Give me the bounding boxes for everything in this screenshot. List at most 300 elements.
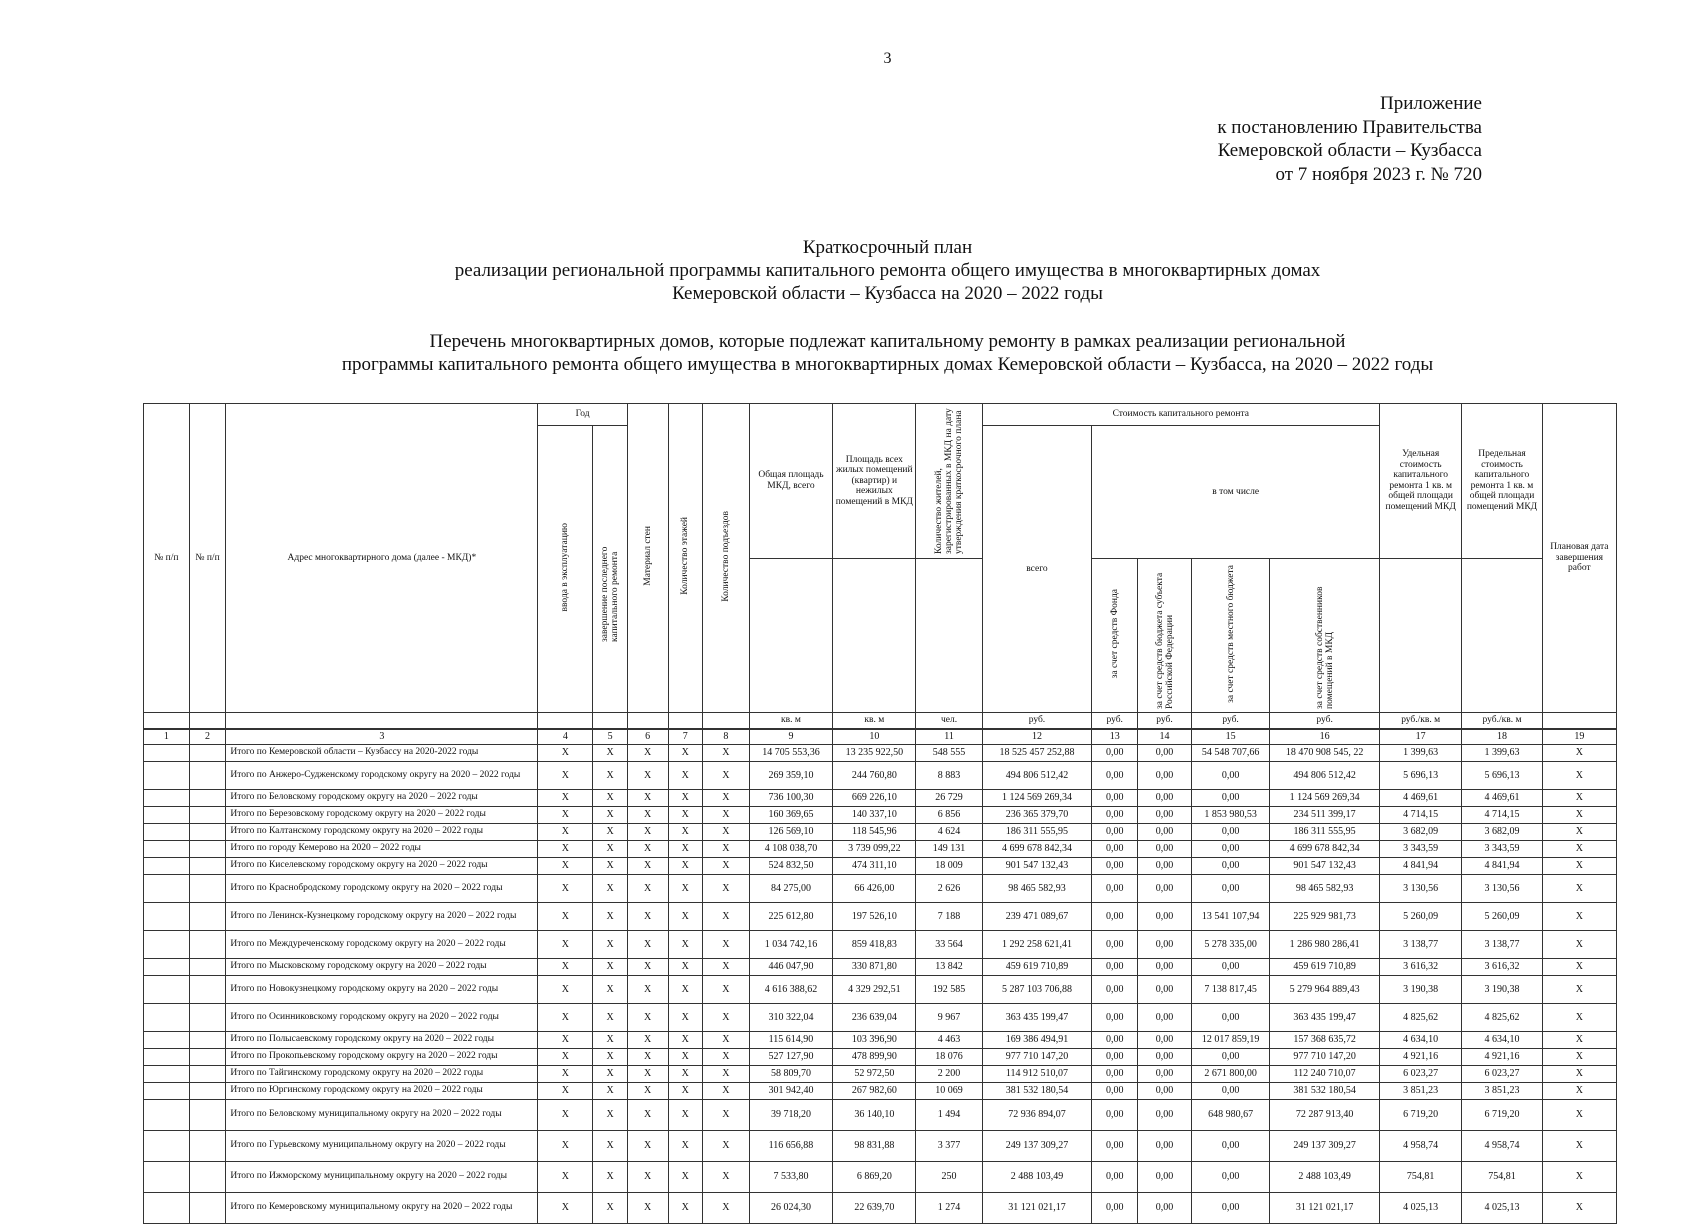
cell-floors: Х [668,975,703,1003]
cell-num2 [189,930,226,958]
cell-planned-date: Х [1542,930,1616,958]
cell-residents: 8 883 [916,761,982,789]
cell-address: Итого по Юргинскому городскому округу на 2020 – 2022 годы [226,1082,538,1099]
cell-address: Итого по Полысаевскому городскому округу на 2020 – 2022 годы [226,1031,538,1048]
cell-limit-cost: 3 130,56 [1462,874,1542,902]
cell-residents: 149 131 [916,840,982,857]
cell-limit-cost: 3 682,09 [1462,823,1542,840]
cell-premises-area: 13 235 922,50 [833,744,916,761]
title-line: Кемеровской области – Кузбасса на 2020 – 2022 годы [672,283,1103,304]
cell-entrances: Х [703,1048,750,1065]
cell-premises-area: 330 871,80 [833,958,916,975]
cell-cost-total: 186 311 555,95 [982,823,1092,840]
cell-year-commission: Х [538,823,593,840]
column-number: 16 [1270,729,1380,745]
cell-limit-cost: 4 025,13 [1462,1192,1542,1223]
cell-regional: 0,00 [1138,1130,1192,1161]
cell-planned-date: Х [1542,958,1616,975]
cell-premises-area: 103 396,90 [833,1031,916,1048]
cell-local: 1 853 980,53 [1191,806,1269,823]
title-line: Краткосрочный план [802,237,973,258]
cell-regional: 0,00 [1138,902,1192,930]
cell-owners: 2 488 103,49 [1270,1161,1380,1192]
cell-regional: 0,00 [1138,958,1192,975]
cell-entrances: Х [703,806,750,823]
cell-entrances: Х [703,930,750,958]
cell-wall-material: Х [627,1099,668,1130]
table-row [144,874,1617,902]
cell-local: 0,00 [1191,761,1269,789]
cell-local: 0,00 [1191,1003,1269,1031]
table-row [144,840,1617,857]
cell-regional: 0,00 [1138,806,1192,823]
cell-wall-material: Х [627,902,668,930]
cell-address: Итого по Кемеровской области – Кузбассу на 2020-2022 годы [226,744,538,761]
cell-unit-cost: 5 260,09 [1380,902,1462,930]
cell-entrances: Х [703,840,750,857]
cell-unit-cost: 4 469,61 [1380,789,1462,806]
column-number: 11 [916,729,982,745]
cell-premises-area: 474 311,10 [833,857,916,874]
cell-unit-cost: 3 130,56 [1380,874,1462,902]
cell-entrances: Х [703,1082,750,1099]
column-number: 10 [833,729,916,745]
appendix-line: Кемеровской области – Кузбасса [1217,140,1482,161]
cell-cost-total: 2 488 103,49 [982,1161,1092,1192]
cell-num2 [189,1192,226,1223]
cell-residents: 192 585 [916,975,982,1003]
column-number: 3 [226,729,538,745]
table-row [144,1031,1617,1048]
cell-residents: 6 856 [916,806,982,823]
cell-regional: 0,00 [1138,874,1192,902]
cell-cost-total: 1 124 569 269,34 [982,789,1092,806]
cell-residents: 7 188 [916,902,982,930]
cell-floors: Х [668,823,703,840]
cell-local: 0,00 [1191,840,1269,857]
cell-unit-cost: 3 138,77 [1380,930,1462,958]
cell-total-area: 14 705 553,36 [749,744,832,761]
column-numbers-row [144,729,1617,745]
cell-floors: Х [668,1082,703,1099]
cell-num1 [144,806,190,823]
header-planned-date: Плановая дата завершения работ [1542,404,1616,713]
cell-local: 0,00 [1191,1082,1269,1099]
unit-regional: руб. [1138,713,1192,729]
cell-num1 [144,1082,190,1099]
appendix-line: к постановлению Правительства [1217,116,1482,138]
cell-wall-material: Х [627,1065,668,1082]
cell-year-commission: Х [538,1031,593,1048]
cell-wall-material: Х [627,930,668,958]
column-number: 14 [1138,729,1192,745]
cell-cost-total: 1 292 258 621,41 [982,930,1092,958]
cell-num1 [144,1031,190,1048]
column-number: 9 [749,729,832,745]
cell-num1 [144,958,190,975]
cell-premises-area: 6 869,20 [833,1161,916,1192]
cell-residents: 2 200 [916,1065,982,1082]
cell-premises-area: 669 226,10 [833,789,916,806]
cell-floors: Х [668,761,703,789]
cell-total-area: 126 569,10 [749,823,832,840]
cell-entrances: Х [703,975,750,1003]
cell-entrances: Х [703,874,750,902]
cell-planned-date: Х [1542,1048,1616,1065]
cell-planned-date: Х [1542,1003,1616,1031]
table-row [144,744,1617,761]
appendix-line: от 7 ноября 2023 г. № 720 [1275,163,1482,185]
header-year: Год [538,404,627,426]
cell-cost-total: 236 365 379,70 [982,806,1092,823]
cell-total-area: 84 275,00 [749,874,832,902]
cell-cost-total: 98 465 582,93 [982,874,1092,902]
header-unit-cost-spacer [1380,558,1462,713]
cell-year-last-repair: Х [593,840,628,857]
cell-planned-date: Х [1542,823,1616,840]
header-local: за счет средств местного бюджета [1191,558,1269,713]
cell-num1 [144,1130,190,1161]
cell-residents: 548 555 [916,744,982,761]
cell-unit-cost: 1 399,63 [1380,744,1462,761]
cell-planned-date: Х [1542,1031,1616,1048]
cell-wall-material: Х [627,744,668,761]
cell-premises-area: 52 972,50 [833,1065,916,1082]
cell-wall-material: Х [627,1048,668,1065]
cell-premises-area: 98 831,88 [833,1130,916,1161]
cell-unit-cost: 4 921,16 [1380,1048,1462,1065]
cell-planned-date: Х [1542,1082,1616,1099]
cell-residents: 18 076 [916,1048,982,1065]
cell-entrances: Х [703,1003,750,1031]
cell-regional: 0,00 [1138,1003,1192,1031]
cell-num1 [144,930,190,958]
cell-planned-date: Х [1542,806,1616,823]
cell-residents: 1 274 [916,1192,982,1223]
cell-regional: 0,00 [1138,857,1192,874]
cell-local: 13 541 107,94 [1191,902,1269,930]
cell-unit-cost: 3 682,09 [1380,823,1462,840]
cell-total-area: 225 612,80 [749,902,832,930]
cell-address: Итого по Ленинск-Кузнецкому городскому округу на 2020 – 2022 годы [226,902,538,930]
cell-fund: 0,00 [1092,1099,1138,1130]
cell-planned-date: Х [1542,1192,1616,1223]
cell-fund: 0,00 [1092,1130,1138,1161]
cell-planned-date: Х [1542,874,1616,902]
cell-regional: 0,00 [1138,1099,1192,1130]
cell-wall-material: Х [627,840,668,857]
cell-residents: 18 009 [916,857,982,874]
cell-owners: 1 124 569 269,34 [1270,789,1380,806]
cell-floors: Х [668,1003,703,1031]
cell-total-area: 1 034 742,16 [749,930,832,958]
cell-unit-cost: 4 841,94 [1380,857,1462,874]
cell-floors: Х [668,930,703,958]
cell-local: 0,00 [1191,1048,1269,1065]
cell-address: Итого по Кемеровскому муниципальному округу на 2020 – 2022 годы [226,1192,538,1223]
cell-premises-area: 859 418,83 [833,930,916,958]
cell-total-area: 269 359,10 [749,761,832,789]
cell-year-last-repair: Х [593,857,628,874]
cell-local: 5 278 335,00 [1191,930,1269,958]
cell-address: Итого по Междуреченскому городскому округу на 2020 – 2022 годы [226,930,538,958]
cell-year-commission: Х [538,761,593,789]
cell-address: Итого по Осинниковскому городскому округу на 2020 – 2022 годы [226,1003,538,1031]
cell-address: Итого по Березовскому городскому округу на 2020 – 2022 годы [226,806,538,823]
cell-num1 [144,902,190,930]
cell-local: 12 017 859,19 [1191,1031,1269,1048]
cell-year-commission: Х [538,840,593,857]
cell-limit-cost: 1 399,63 [1462,744,1542,761]
cell-premises-area: 36 140,10 [833,1099,916,1130]
cell-total-area: 26 024,30 [749,1192,832,1223]
cell-regional: 0,00 [1138,823,1192,840]
document-title [0,236,1697,305]
cell-owners: 18 470 908 545, 22 [1270,744,1380,761]
cell-owners: 977 710 147,20 [1270,1048,1380,1065]
cell-address: Итого по городу Кемерово на 2020 – 2022 годы [226,840,538,857]
cell-residents: 250 [916,1161,982,1192]
cell-regional: 0,00 [1138,1161,1192,1192]
cell-year-last-repair: Х [593,1161,628,1192]
cell-unit-cost: 4 634,10 [1380,1031,1462,1048]
cell-limit-cost: 4 921,16 [1462,1048,1542,1065]
cell-year-commission: Х [538,806,593,823]
cell-planned-date: Х [1542,761,1616,789]
cell-total-area: 7 533,80 [749,1161,832,1192]
cell-total-area: 58 809,70 [749,1065,832,1082]
cell-year-commission: Х [538,1130,593,1161]
cell-year-last-repair: Х [593,874,628,902]
cell-num2 [189,1003,226,1031]
cell-floors: Х [668,1065,703,1082]
cell-entrances: Х [703,1192,750,1223]
cell-local: 2 671 800,00 [1191,1065,1269,1082]
table-row [144,1003,1617,1031]
cell-year-last-repair: Х [593,975,628,1003]
table-row [144,1130,1617,1161]
cell-fund: 0,00 [1092,1161,1138,1192]
cell-cost-total: 169 386 494,91 [982,1031,1092,1048]
cell-owners: 225 929 981,73 [1270,902,1380,930]
cell-regional: 0,00 [1138,1065,1192,1082]
cell-cost-total: 901 547 132,43 [982,857,1092,874]
table-row [144,1099,1617,1130]
cell-unit-cost: 4 958,74 [1380,1130,1462,1161]
cell-owners: 31 121 021,17 [1270,1192,1380,1223]
header-year-commission: ввода в эксплуатацию [538,426,593,713]
table-row [144,789,1617,806]
page-number: 3 [883,50,892,67]
cell-num2 [189,1048,226,1065]
cell-owners: 186 311 555,95 [1270,823,1380,840]
header-fund: за счет средств Фонда [1092,558,1138,713]
cell-floors: Х [668,857,703,874]
cell-entrances: Х [703,744,750,761]
cell-fund: 0,00 [1092,823,1138,840]
cell-regional: 0,00 [1138,930,1192,958]
appendix-line: Приложение [1380,93,1482,114]
header-num2: № п/п [189,404,226,713]
cell-unit-cost: 4 825,62 [1380,1003,1462,1031]
table-row [144,761,1617,789]
header-owners: за счет средств собственников помещений в МКД [1270,558,1380,713]
cell-num1 [144,1065,190,1082]
cell-local: 648 980,67 [1191,1099,1269,1130]
cell-total-area: 310 322,04 [749,1003,832,1031]
cell-year-last-repair: Х [593,1003,628,1031]
cell-floors: Х [668,1099,703,1130]
cell-residents: 26 729 [916,789,982,806]
cell-planned-date: Х [1542,1161,1616,1192]
cell-wall-material: Х [627,958,668,975]
cell-wall-material: Х [627,823,668,840]
cell-local: 0,00 [1191,874,1269,902]
cell-num1 [144,840,190,857]
cell-fund: 0,00 [1092,840,1138,857]
cell-owners: 234 511 399,17 [1270,806,1380,823]
cell-local: 0,00 [1191,1161,1269,1192]
table-row [144,1192,1617,1223]
cell-wall-material: Х [627,1031,668,1048]
column-number: 2 [189,729,226,745]
cell-planned-date: Х [1542,1099,1616,1130]
column-number: 19 [1542,729,1616,745]
cell-year-commission: Х [538,1099,593,1130]
cell-unit-cost: 4 025,13 [1380,1192,1462,1223]
table-row [144,1082,1617,1099]
cell-limit-cost: 754,81 [1462,1161,1542,1192]
cell-floors: Х [668,1031,703,1048]
cell-fund: 0,00 [1092,975,1138,1003]
cell-fund: 0,00 [1092,930,1138,958]
cell-cost-total: 381 532 180,54 [982,1082,1092,1099]
cell-owners: 5 279 964 889,43 [1270,975,1380,1003]
unit-limit-cost: руб./кв. м [1462,713,1542,729]
cell-total-area: 4 108 038,70 [749,840,832,857]
cell-limit-cost: 3 138,77 [1462,930,1542,958]
cell-wall-material: Х [627,806,668,823]
cell-total-area: 116 656,88 [749,1130,832,1161]
header-total-area: Общая площадь МКД, всего [749,404,832,559]
cell-planned-date: Х [1542,857,1616,874]
cell-cost-total: 114 912 510,07 [982,1065,1092,1082]
cell-regional: 0,00 [1138,744,1192,761]
cell-num2 [189,1130,226,1161]
column-number: 17 [1380,729,1462,745]
cell-total-area: 39 718,20 [749,1099,832,1130]
cell-entrances: Х [703,1161,750,1192]
header-wall-material: Материал стен [627,404,668,713]
cell-cost-total: 249 137 309,27 [982,1130,1092,1161]
cell-planned-date: Х [1542,902,1616,930]
cell-address: Итого по Тайгинскому городскому округу на 2020 – 2022 годы [226,1065,538,1082]
cell-local: 0,00 [1191,1192,1269,1223]
header-including: в том числе [1092,426,1380,559]
cell-unit-cost: 6 023,27 [1380,1065,1462,1082]
cell-num1 [144,1003,190,1031]
cell-owners: 901 547 132,43 [1270,857,1380,874]
cell-num2 [189,823,226,840]
cell-num2 [189,857,226,874]
cell-premises-area: 66 426,00 [833,874,916,902]
cell-residents: 33 564 [916,930,982,958]
cell-year-last-repair: Х [593,823,628,840]
document-subtitle [0,330,1697,376]
cell-residents: 10 069 [916,1082,982,1099]
cell-year-commission: Х [538,975,593,1003]
cell-wall-material: Х [627,1082,668,1099]
cell-total-area: 524 832,50 [749,857,832,874]
cell-entrances: Х [703,1130,750,1161]
cell-premises-area: 140 337,10 [833,806,916,823]
unit-fund: руб. [1092,713,1138,729]
cell-cost-total: 5 287 103 706,88 [982,975,1092,1003]
unit-total-area: кв. м [749,713,832,729]
column-number: 1 [144,729,190,745]
cell-address: Итого по Киселевскому городскому округу на 2020 – 2022 годы [226,857,538,874]
column-number: 7 [668,729,703,745]
cell-limit-cost: 5 696,13 [1462,761,1542,789]
cell-regional: 0,00 [1138,1048,1192,1065]
cell-entrances: Х [703,1065,750,1082]
cell-local: 0,00 [1191,857,1269,874]
cell-regional: 0,00 [1138,840,1192,857]
table-row [144,902,1617,930]
cell-address: Итого по Новокузнецкому городскому округу на 2020 – 2022 годы [226,975,538,1003]
cell-num2 [189,789,226,806]
cell-floors: Х [668,1130,703,1161]
cell-num2 [189,806,226,823]
cell-num2 [189,874,226,902]
cell-regional: 0,00 [1138,761,1192,789]
cell-floors: Х [668,840,703,857]
cell-num1 [144,744,190,761]
cell-planned-date: Х [1542,789,1616,806]
cell-local: 0,00 [1191,823,1269,840]
subtitle-line: программы капитального ремонта общего имущества в многоквартирных домах Кемеровской области – Кузбасса, на 2020 – 2022 годы [341,354,1434,375]
cell-wall-material: Х [627,1003,668,1031]
cell-local: 0,00 [1191,958,1269,975]
cell-owners: 494 806 512,42 [1270,761,1380,789]
table-row [144,806,1617,823]
cell-year-commission: Х [538,874,593,902]
cell-total-area: 4 616 388,62 [749,975,832,1003]
cell-local: 0,00 [1191,1130,1269,1161]
cell-owners: 157 368 635,72 [1270,1031,1380,1048]
cell-entrances: Х [703,1099,750,1130]
table-row [144,1161,1617,1192]
cell-year-last-repair: Х [593,1065,628,1082]
header-cost: Стоимость капитального ремонта [982,404,1379,426]
cell-year-commission: Х [538,1082,593,1099]
cell-num2 [189,1161,226,1192]
cell-planned-date: Х [1542,840,1616,857]
cell-regional: 0,00 [1138,789,1192,806]
cell-owners: 381 532 180,54 [1270,1082,1380,1099]
column-number: 12 [982,729,1092,745]
cell-limit-cost: 4 469,61 [1462,789,1542,806]
cell-num1 [144,1048,190,1065]
cell-limit-cost: 4 841,94 [1462,857,1542,874]
cell-unit-cost: 3 190,38 [1380,975,1462,1003]
cell-limit-cost: 3 343,59 [1462,840,1542,857]
cell-num1 [144,975,190,1003]
cell-year-last-repair: Х [593,1048,628,1065]
cell-owners: 363 435 199,47 [1270,1003,1380,1031]
cell-premises-area: 244 760,80 [833,761,916,789]
cell-unit-cost: 5 696,13 [1380,761,1462,789]
